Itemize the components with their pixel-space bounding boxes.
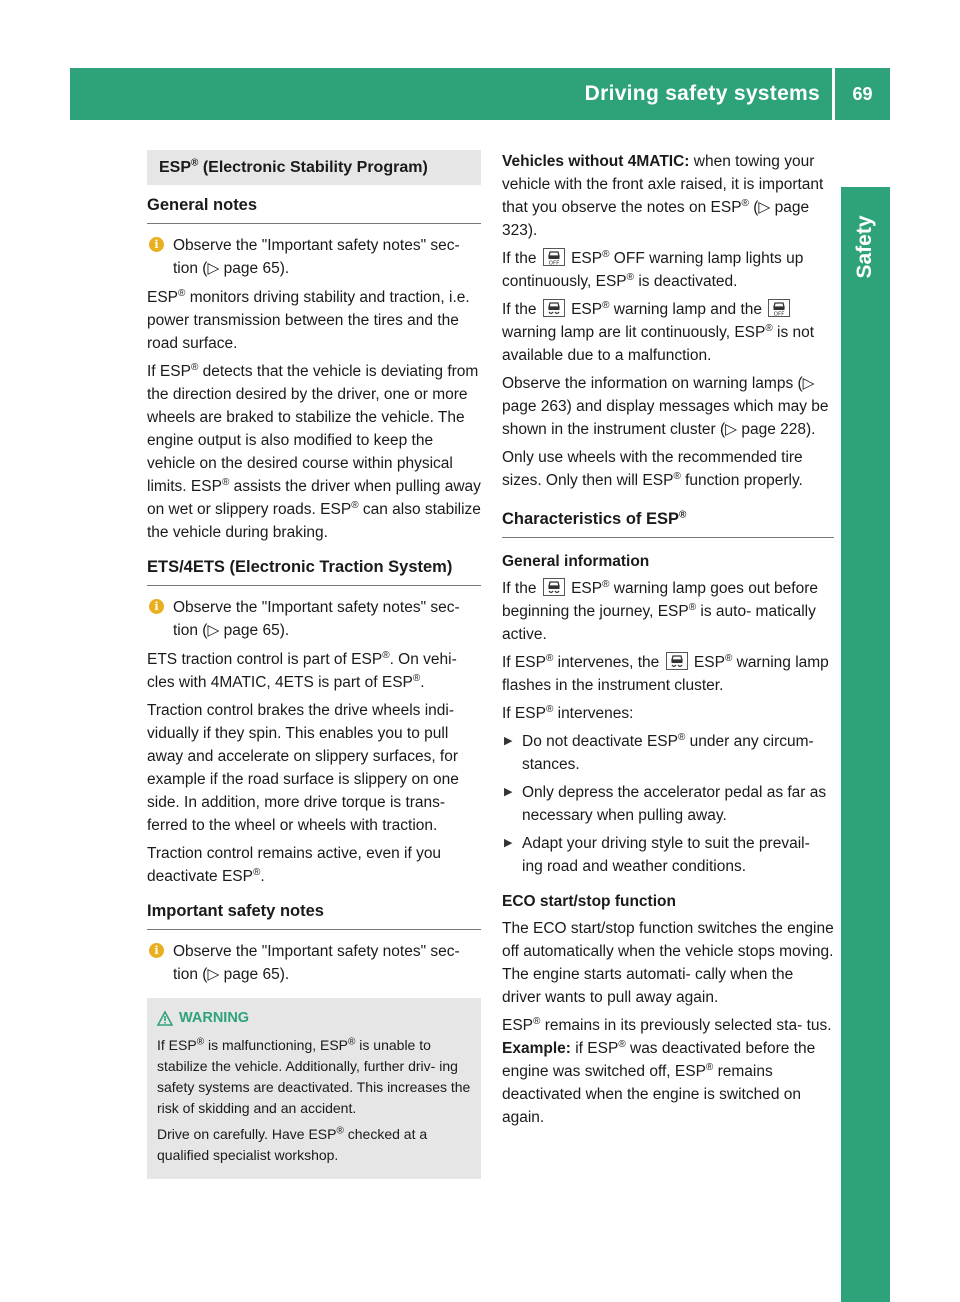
warning-triangle-icon bbox=[157, 1011, 173, 1026]
svg-text:OFF: OFF bbox=[548, 260, 560, 265]
right-column bbox=[502, 150, 834, 1134]
info-icon: i bbox=[149, 599, 164, 614]
warning-title: WARNING bbox=[157, 1008, 471, 1029]
info-note: i Observe the "Important safety notes" sec- tion (▷ page 65). bbox=[147, 940, 481, 986]
paragraph: If the ESP® warning lamp goes out before beginning the journey, ESP® is auto- matically active. bbox=[502, 578, 819, 643]
paragraph: ETS traction control is part of ESP®. On vehi- cles with 4MATIC, 4ETS is part of ESP®. bbox=[147, 649, 457, 691]
warning-text: If ESP® is malfunctioning, ESP® is unable to stabilize the vehicle. Additionally, further driv- ing safety systems are deactivated. This increases the risk of skidding and an accident. bbox=[157, 1036, 471, 1116]
heading-characteristics-esp: Characteristics of ESP® bbox=[502, 508, 834, 538]
arrow-bullet-icon: ▶ bbox=[504, 786, 513, 798]
paragraph: ESP® remains in its previously selected sta- tus. Example: if ESP® was deactivated before the engine was switched off, ESP® remains deactivated when the engine is switched on again. bbox=[502, 1015, 832, 1126]
page-number: 69 bbox=[835, 68, 890, 120]
paragraph: If the ESP® warning lamp and the OFF warning lamp are lit continuously, ESP® is not available due to a malfunction. bbox=[502, 299, 815, 364]
list-item: ▶ Adapt your driving style to suit the prevail- ing road and weather conditions. bbox=[502, 832, 834, 878]
esp-warning-icon bbox=[543, 578, 565, 596]
heading-important-safety-notes: Important safety notes bbox=[147, 900, 481, 930]
paragraph: Observe the information on warning lamps (▷ page 263) and display messages which may be shown in the instrument cluster (▷ page 228). bbox=[502, 375, 829, 438]
arrow-bullet-icon: ▶ bbox=[504, 837, 513, 849]
info-note: i Observe the "Important safety notes" sec- tion (▷ page 65). bbox=[147, 596, 481, 642]
esp-section-band: ESP® (Electronic Stability Program) bbox=[147, 150, 481, 185]
paragraph: The ECO start/stop function switches the engine off automatically when the vehicle stops moving. The engine starts automati- cally when the driver wants to pull away again. bbox=[502, 920, 834, 1006]
paragraph: If the OFF ESP® OFF warning lamp lights up continuously, ESP® is deactivated. bbox=[502, 248, 804, 290]
info-note: i Observe the "Important safety notes" sec- tion (▷ page 65). bbox=[147, 234, 481, 280]
info-icon: i bbox=[149, 237, 164, 252]
paragraph: Only use wheels with the recommended tire sizes. Only then will ESP® function properly. bbox=[502, 449, 803, 489]
left-column bbox=[147, 150, 481, 1179]
arrow-bullet-icon: ▶ bbox=[504, 735, 513, 747]
paragraph: If ESP® intervenes: bbox=[502, 703, 634, 722]
paragraph: Traction control remains active, even if you deactivate ESP®. bbox=[147, 845, 442, 885]
section-title: Driving safety systems bbox=[584, 82, 820, 105]
esp-off-warning-icon bbox=[543, 248, 565, 266]
heading-general-notes: General notes bbox=[147, 194, 481, 224]
list-item: ▶ Do not deactivate ESP® under any circum- stances. bbox=[504, 731, 814, 773]
svg-text:OFF: OFF bbox=[773, 311, 785, 316]
esp-warning-icon bbox=[543, 299, 565, 317]
page-header-bar bbox=[70, 68, 832, 120]
heading-eco-start-stop: ECO start/stop function bbox=[502, 893, 676, 910]
info-icon: i bbox=[149, 943, 164, 958]
list-item: ▶ Only depress the accelerator pedal as far as necessary when pulling away. bbox=[502, 781, 834, 827]
paragraph: Traction control brakes the drive wheels indi- vidually if they spin. This enables you to pull away and accelerate on slippery surfaces, for example if the road surface is slippery on one side. In addition, more drive torque is trans- ferred to the wheel or wheels with traction. bbox=[147, 702, 459, 834]
warning-text: Drive on carefully. Have ESP® checked at a qualified specialist workshop. bbox=[157, 1125, 428, 1163]
side-tab bbox=[841, 187, 890, 1302]
esp-warning-icon bbox=[666, 652, 688, 670]
paragraph: If ESP® intervenes, the ESP® warning lamp flashes in the instrument cluster. bbox=[502, 652, 829, 694]
heading-general-information: General information bbox=[502, 553, 650, 570]
warning-box bbox=[147, 998, 481, 1179]
paragraph: If ESP® detects that the vehicle is deviating from the direction desired by the driver, one or more wheels are braked to stabilize the vehicle. The engine output is also modified to keep the vehicle on the desired course within physical limits. ESP® assists the driver when pulling away on wet or slippery roads. ESP® can also stabilize the vehicle during braking. bbox=[147, 361, 481, 541]
heading-ets: ETS/4ETS (Electronic Traction System) bbox=[147, 556, 481, 586]
esp-off-warning-icon bbox=[768, 299, 790, 317]
side-tab-label: Safety bbox=[853, 215, 876, 279]
paragraph: ESP® monitors driving stability and traction, i.e. power transmission between the tires and the road surface. bbox=[147, 287, 470, 352]
paragraph: Vehicles without 4MATIC: when towing your vehicle with the front axle raised, it is important that you observe the notes on ESP® (▷ page 323). bbox=[502, 153, 824, 239]
